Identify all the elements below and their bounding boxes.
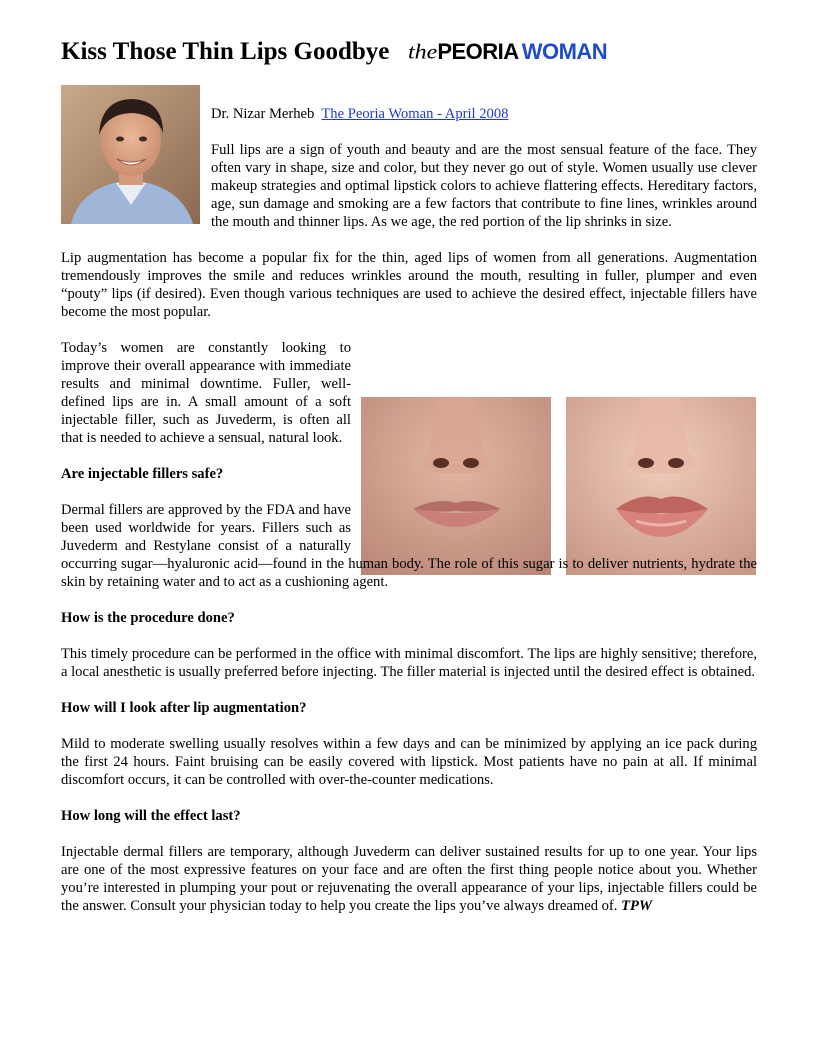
logo-peoria: PEORIA: [437, 39, 519, 64]
signature: TPW: [621, 898, 652, 914]
article-body: [61, 105, 757, 933]
article-title: Kiss Those Thin Lips Goodbye: [61, 38, 390, 65]
section-heading-recovery: How will I look after lip augmentation?: [61, 700, 307, 716]
intro-paragraph-2: Lip augmentation has become a popular fix for the thin, aged lips of women from all generations. Augmentation tremendously improves the smile and reduces wrinkles around the mouth, resulting in fuller, plumper and even “pouty” lips (if desired). Even though various techniques are used to achieve the desired effect, injectable fillers have become the most popular.: [61, 250, 757, 320]
section-heading-safety: Are injectable fillers safe?: [61, 466, 224, 482]
author-name: Dr. Nizar Merheb: [211, 106, 315, 122]
photos-spacer: [351, 357, 757, 555]
intro-paragraph-3: Today’s women are constantly looking to improve their overall appearance with immediate results and minimal downtime. Fuller, well-defined lips are in. A small amount of a soft injectable filler, such as Juvederm, is often all that is needed to achieve a sensual, natural look.: [61, 340, 351, 446]
section-heading-procedure: How is the procedure done?: [61, 610, 235, 626]
source-link[interactable]: The Peoria Woman - April 2008: [321, 106, 509, 122]
section-body-safety: Dermal fillers are approved by the FDA and have been used worldwide for years. Fillers such as Juvederm and Restylane consist of a naturally occurring sugar—hyaluronic acid—found in the human body. The role of this sugar is to deliver nutrients, hydrate the skin by retaining water and to act as a cushioning agent.: [61, 502, 757, 590]
section-body-duration-text: Injectable dermal fillers are temporary, although Juvederm can deliver sustained results for up to one year. Your lips are one of the most expressive features on your face and are often the first thing people notice about you. Whether you’re interested in plumping your pout or rejuvenating the overall appearance of your lips, injectable fillers could be the answer. Consult your physician today to help you create the lips you’ve always dreamed of.: [61, 844, 757, 914]
logo-woman: WOMAN: [521, 39, 608, 64]
section-heading-duration: How long will the effect last?: [61, 808, 241, 824]
portrait-spacer: [61, 105, 211, 228]
section-body-procedure: This timely procedure can be performed in the office with minimal discomfort. The lips are highly sensitive; therefore, a local anesthetic is usually preferred before injecting. The filler material is injected until the desired effect is obtained.: [61, 646, 757, 680]
section-body-duration: [61, 843, 757, 915]
intro-paragraph-1: Full lips are a sign of youth and beauty and are the most sensual feature of the face. They often vary in shape, size and color, but they never go out of style. Women usually use clever makeup strategies and optimal lipstick colors to achieve flattering effects. Hereditary factors, age, sun damage and smoking are a few factors that contribute to fine lines, wrinkles around the mouth and thinner lips. As we age, the red portion of the lip shrinks in size.: [211, 142, 757, 230]
logo-the: the: [408, 40, 438, 64]
section-body-recovery: Mild to moderate swelling usually resolves within a few days and can be minimized by applying an ice pack during the first 24 hours. Faint bruising can be easily covered with lipstick. Most patients have no pain at all. If minimal discomfort occurs, it can be controlled with over-the-counter medications.: [61, 736, 757, 788]
peoria-woman-logo: [408, 37, 607, 69]
